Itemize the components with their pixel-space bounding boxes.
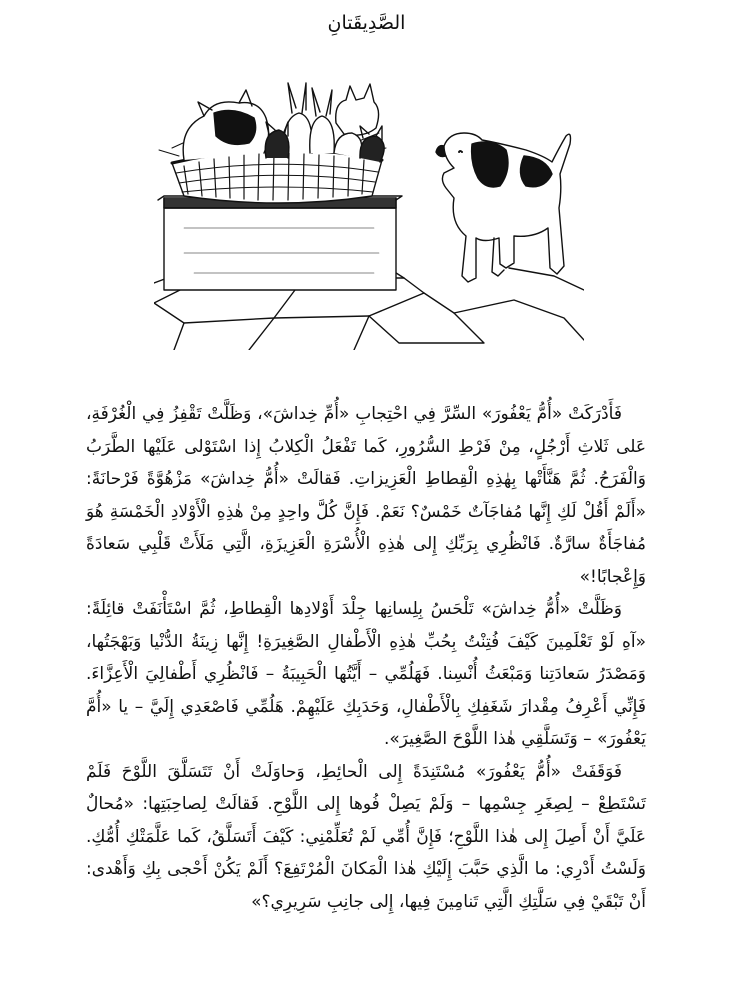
chapter-title: الصَّدِيقَتانِ [327, 12, 406, 34]
paragraph-1: فَأَدْرَكَتْ «أُمُّ يَعْفُورَ» السِّرَّ فِي احْتِجابِ «أُمِّ خِداشَ»، وَظَلَّتْ تَقْفِزُ فِي الْغُرْفَةِ، عَلى ثَلاثِ أَرْجُلٍ، مِنْ فَرْطِ السُّرُورِ، كَما تَفْعَلُ الْكِلابُ إِذا اسْتَوْلى عَلَيْها الطَّرَبُ وَالْفَرَحُ. ثُمَّ هَنَّأَتْها بِهٰذِهِ الْقِطاطِ الْعَزِيزاتِ. فَقالَتْ «أُمُّ خِداشَ» مَزْهُوَّةً فَرْحانَةً: «أَلَمْ أَقُلْ لَكِ إِنَّها مُفاجَآتٌ خَمْسٌ؟ نَعَمْ. فَإِنَّ كُلَّ واحِدٍ مِنْ هٰذِهِ الْأَوْلادِ الْخَمْسَةِ هُوَ مُفاجَأَةٌ سارَّةٌ. فَانْظُرِي بِرَبِّكِ إِلى هٰذِهِ الْأُسْرَةِ الْعَزِيزَةِ، الَّتِي مَلَأَتْ قَلْبِي سَعادَةً وَإِعْجابًا!» [86, 404, 646, 587]
paragraph-3: فَوَقَفَتْ «أُمُّ يَعْفُورَ» مُسْتَنِدَةً إِلى الْحائِطِ، وَحاوَلَتْ أَنْ تَتَسَلَّقَ اللَّوْحَ فَلَمْ تَسْتَطِعْ – لِصِغَرِ جِسْمِها – وَلَمْ يَصِلْ فُوها إِلى اللَّوْحِ. فَقالَتْ لِصاحِبَتِها: «مُحالٌ عَلَيَّ أَنْ أَصِلَ إِلى هٰذا اللَّوْحِ؛ فَإِنَّ أُمِّي لَمْ تُعَلِّمْنِي: كَيْفَ أَتَسَلَّقُ، كَما عَلَّمَتْكِ أُمُّكِ. وَلَسْتُ أَدْرِي: ما الَّذِي حَبَّبَ إِلَيْكِ هٰذا الْمَكانَ الْمُرْتَفِعَ؟ أَلَمْ يَكُنْ أَحْجى بِكِ وَأَهْدى: أَنْ تَبْقَيْ فِي سَلَّتِكِ الَّتِي تَنامِينَ فِيها، إِلى جانِبِ سَرِيرِي؟» [86, 761, 646, 912]
story-text [86, 398, 646, 918]
cats-rabbits-basket-and-dog-illustration-icon [154, 78, 584, 350]
paragraph-2: وَظَلَّتْ «أُمُّ خِداشَ» تَلْحَسُ بِلِسانِها جِلْدَ أَوْلادِها الْقِطاطِ، ثُمَّ اسْتَأْنَفَتْ قائِلَةً: «آهِ لَوْ تَعْلَمِينَ كَيْفَ فُتِنْتُ بِحُبِّ هٰذِهِ الْأَطْفالِ الصَّغِيرَةِ! إِنَّها زِينَةُ الدُّنْيا وَبَهْجَتُها، وَمَصْدَرُ سَعادَتِنا وَمَبْعَثُ أُنْسِنا. فَهَلُمِّي – أَيَّتُها الْحَبِيبَةُ – فَانْظُرِي أَطْفالِيَ الْأَعِزَّاءَ. فَإِنِّي أَعْرِفُ مِقْدارَ شَغَفِكِ بِالْأَطْفالِ، وَحَدَبِكِ عَلَيْهِمْ. هَلُمِّي فَاصْعَدِي إِلَيَّ – يا «أُمَّ يَعْفُورَ» – وَتَسَلَّقِي هٰذا اللَّوْحَ الصَّغِيرَ». [86, 599, 646, 749]
